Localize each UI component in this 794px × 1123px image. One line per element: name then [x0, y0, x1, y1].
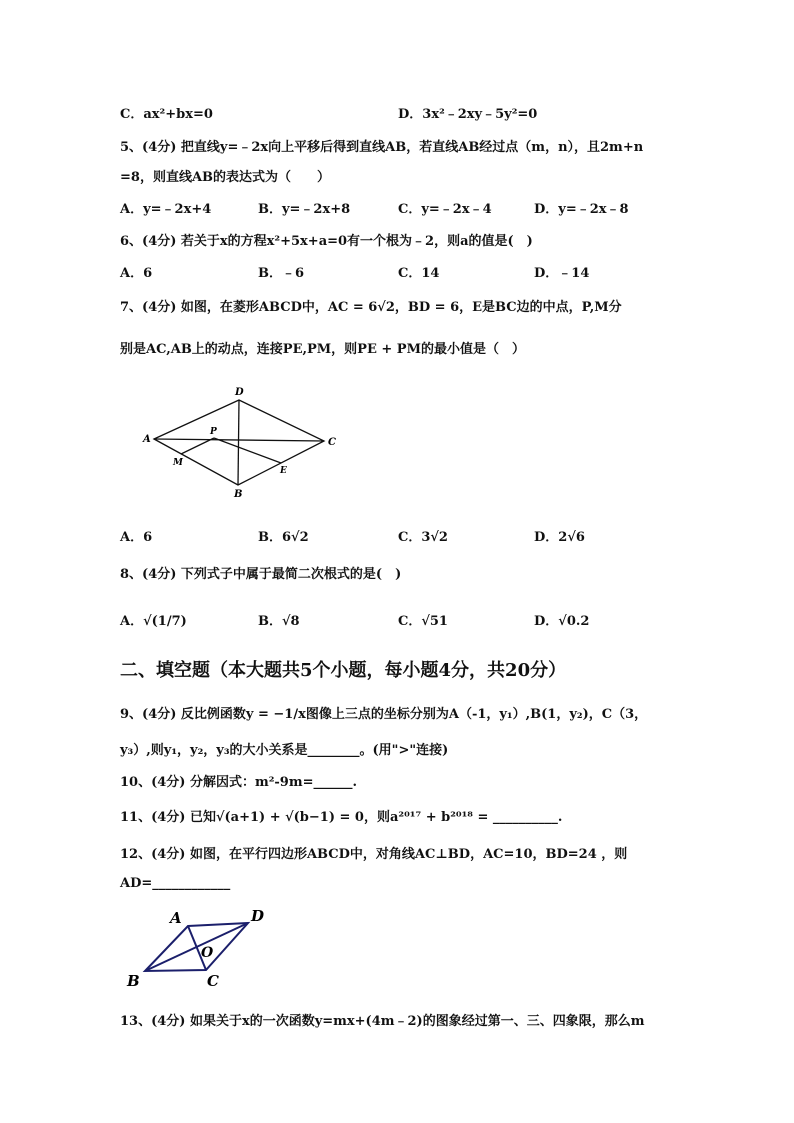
label-p: P: [210, 427, 217, 437]
rhombus-figure: [140, 382, 340, 500]
q5-option-b: B．y=﹣2x+8: [258, 202, 351, 217]
q5-option-d: D．y=﹣2x﹣8: [534, 202, 629, 217]
q12-stem-line2: AD=____________: [120, 876, 231, 891]
q13-stem: 13、(4分) 如果关于x的一次函数y=mx+(4m﹣2)的图象经过第一、三、四象限，那么m: [120, 1014, 645, 1029]
label-a: A: [143, 434, 151, 445]
parallelogram-figure: [120, 904, 280, 992]
label-d: D: [251, 907, 265, 925]
q5-option-a: A．y=﹣2x+4: [120, 202, 212, 217]
q7-stem-line2: 别是AC,AB上的动点，连接PE,PM，则PE + PM的最小值是（ ）: [120, 342, 525, 357]
label-d: D: [235, 387, 244, 398]
q5-stem-line1: 5、(4分) 把直线y=﹣2x向上平移后得到直线AB，若直线AB经过点（m，n），且2m+n: [120, 140, 644, 155]
q5-stem-line2: =8，则直线AB的表达式为（ ）: [120, 170, 331, 185]
q8-option-b: B．√8: [258, 614, 300, 629]
q9-stem-line2: y₃）,则y₁，y₂，y₃的大小关系是________。(用">"连接): [120, 743, 449, 758]
label-b: B: [127, 972, 140, 990]
label-a: A: [170, 909, 182, 927]
q5-option-c: C．y=﹣2x﹣4: [398, 202, 492, 217]
q10-stem: 10、(4分) 分解因式：m²-9m=______.: [120, 775, 358, 790]
q8-stem: 8、(4分) 下列式子中属于最简二次根式的是( ): [120, 567, 402, 582]
q4-option-d: D．3x²﹣2xy﹣5y²=0: [398, 107, 538, 122]
q7-option-b: B．6√2: [258, 530, 309, 545]
label-c: C: [207, 972, 219, 990]
q11-stem: 11、(4分) 已知√(a+1) + √(b−1) = 0，则a²⁰¹⁷ + b²⁰¹⁸ = __________.: [120, 810, 563, 825]
label-e: E: [280, 466, 287, 476]
label-m: M: [173, 458, 183, 468]
label-b: B: [234, 489, 243, 500]
q6-option-a: A．6: [120, 266, 153, 281]
q7-stem-line1: 7、(4分) 如图，在菱形ABCD中，AC = 6√2，BD = 6，E是BC边的中点，P,M分: [120, 300, 622, 315]
section-heading: 二、填空题（本大题共5个小题，每小题4分，共20分）: [120, 660, 567, 681]
q6-option-d: D．﹣14: [534, 266, 590, 281]
q7-option-d: D．2√6: [534, 530, 585, 545]
q8-option-c: C．√51: [398, 614, 448, 629]
q6-option-c: C．14: [398, 266, 440, 281]
q7-option-c: C．3√2: [398, 530, 448, 545]
q7-option-a: A．6: [120, 530, 153, 545]
q6-option-b: B．﹣6: [258, 266, 305, 281]
q9-stem-line1: 9、(4分) 反比例函数y = −1/x图像上三点的坐标分别为A（-1，y₁）,B(1，y₂)，C（3，: [120, 707, 648, 722]
label-c: C: [328, 437, 336, 448]
q8-option-a: A．√(1/7): [120, 614, 187, 629]
q8-option-d: D．√0.2: [534, 614, 590, 629]
label-o: O: [201, 945, 214, 961]
q4-option-c: C．ax²+bx=0: [120, 107, 213, 122]
q12-stem-line1: 12、(4分) 如图，在平行四边形ABCD中，对角线AC⊥BD，AC=10，BD=24 ，则: [120, 847, 628, 862]
q6-stem: 6、(4分) 若关于x的方程x²+5x+a=0有一个根为﹣2，则a的值是( ): [120, 234, 533, 249]
